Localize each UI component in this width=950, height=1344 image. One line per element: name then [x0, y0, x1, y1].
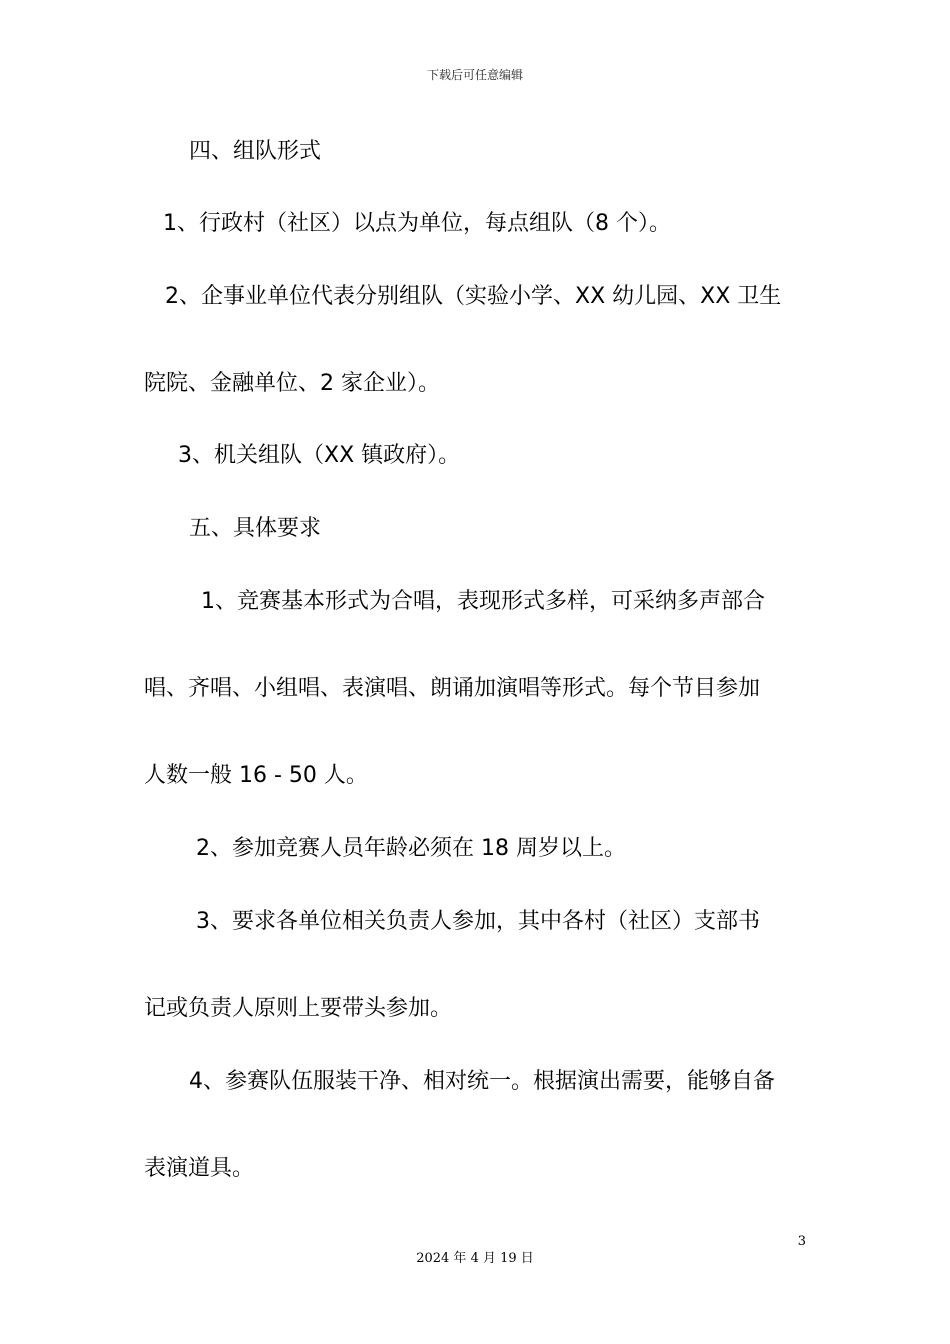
paragraph-line: 1、竞赛基本形式为合唱，表现形式多样，可采纳多声部合	[201, 589, 765, 614]
paragraph-line: 3、要求各单位相关负责人参加，其中各村（社区）支部书	[196, 909, 760, 934]
paragraph-line: 2、企事业单位代表分别组队（实验小学、XX 幼儿园、XX 卫生	[165, 284, 782, 309]
paragraph-line: 唱、齐唱、小组唱、表演唱、朗诵加演唱等形式。每个节目参加	[144, 676, 761, 701]
paragraph-line: 记或负责人原则上要带头参加。	[144, 996, 453, 1021]
paragraph-line: 院院、金融单位、2 家企业）。	[144, 371, 440, 396]
paragraph-line: 3、机关组队（XX 镇政府）。	[178, 443, 461, 468]
page-header: 下载后可任意编辑	[426, 68, 523, 82]
paragraph-line: 表演道具。	[144, 1156, 255, 1181]
paragraph-line: 2、参加竞赛人员年龄必须在 18 周岁以上。	[196, 836, 626, 861]
page-number: 3	[797, 1234, 806, 1249]
paragraph-line: 人数一般 16 - 50 人。	[144, 763, 368, 788]
paragraph-line: 1、行政村（社区）以点为单位，每点组队（8 个）。	[163, 211, 671, 236]
section-heading-team-formation: 四、组队形式	[189, 139, 322, 164]
section-heading-requirements: 五、具体要求	[189, 516, 322, 541]
paragraph-line: 4、参赛队伍服装干净、相对统一。根据演出需要，能够自备	[189, 1069, 775, 1094]
page-footer-date: 2024 年 4 月 19 日	[416, 1251, 534, 1266]
